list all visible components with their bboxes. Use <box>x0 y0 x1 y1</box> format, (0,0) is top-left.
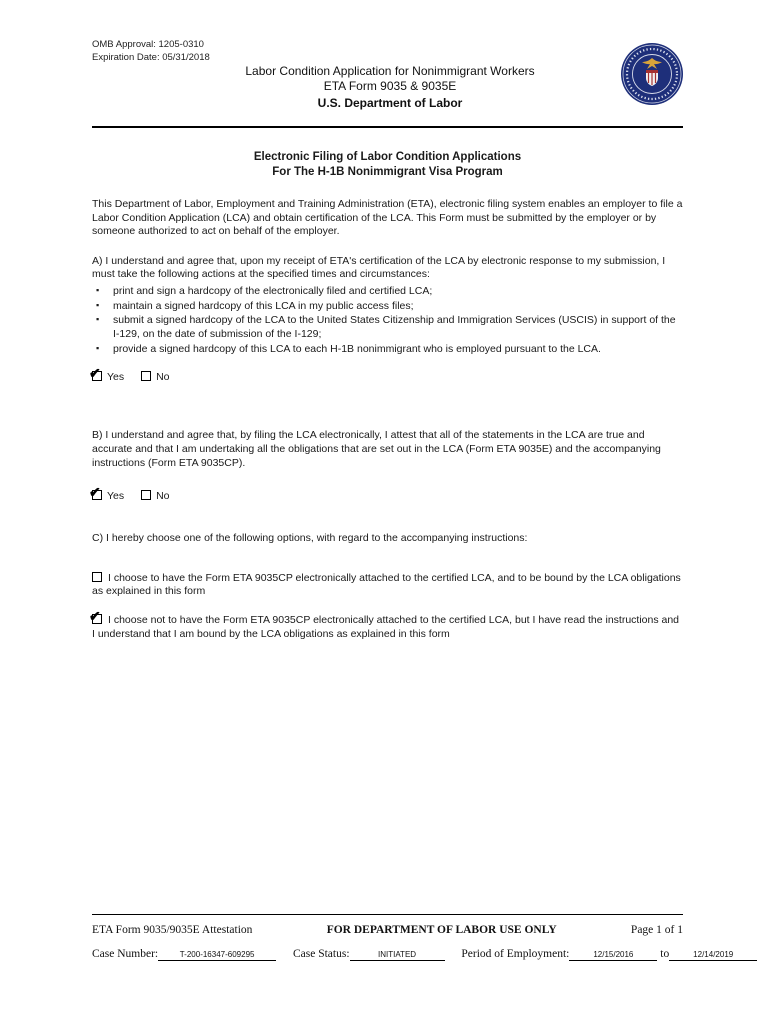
section-c-option1-label: I choose to have the Form ETA 9035CP electronically attached to the certified LCA, and to be bound by the LCA obligations as explained in this form <box>92 571 681 598</box>
section-b-yes-label: Yes <box>107 490 125 503</box>
case-number-value: T-200-16347-609295 <box>158 950 276 961</box>
section-c-option1 <box>92 572 683 599</box>
section-a-bullets <box>96 285 683 356</box>
footer-line2 <box>92 948 734 961</box>
section-c-option1-checkbox[interactable] <box>92 572 102 582</box>
section-title-line1: Electronic Filing of Labor Condition Applications <box>253 151 522 163</box>
section-a-yes-checkbox[interactable] <box>92 371 102 381</box>
period-of-employment-label: Period of Employment: <box>461 948 570 960</box>
section-b-yesno <box>92 490 683 506</box>
section-b-no-checkbox[interactable] <box>141 490 151 500</box>
case-number-label: Case Number: <box>92 948 159 960</box>
form-header <box>150 64 630 111</box>
section-a-yes-label: Yes <box>107 371 125 384</box>
section-b-no-label: No <box>156 490 170 503</box>
section-c-option2-label: I choose not to have the Form ETA 9035CP electronically attached to the certified LCA, but I have read the instructions and I understand that I am bound by the LCA obligations as explained in this form <box>92 614 680 640</box>
period-end-value: 12/14/2019 <box>669 950 757 961</box>
bullet-item: ▪ print and sign a hardcopy of the electronically filed and certified LCA; <box>96 285 683 299</box>
section-a-yesno <box>92 371 683 387</box>
period-start-value: 12/15/2016 <box>569 950 657 961</box>
to-label: to <box>660 948 670 960</box>
footer-dol-use-label: FOR DEPARTMENT OF LABOR USE ONLY <box>326 924 557 936</box>
section-c-text: C) I hereby choose one of the following options, with regard to the accompanying instructions: <box>92 532 528 545</box>
bullet-item: ▪ provide a signed hardcopy of this LCA to each H-1B nonimmigrant who is employed pursuant to the LCA. <box>96 343 683 357</box>
expiration-date: Expiration Date: 05/31/2018 <box>92 52 210 64</box>
footer-page-label: Page 1 of 1 <box>630 924 683 936</box>
form-title: Labor Condition Application for Nonimmigrant Workers <box>245 64 535 78</box>
section-title-line2: For The H-1B Nonimmigrant Visa Program <box>272 165 503 178</box>
case-status-value: INITIATED <box>350 950 445 961</box>
section-a-no-checkbox[interactable] <box>141 371 151 381</box>
section-a-text: A) I understand and agree that, upon my receipt of ETA's certification of the LCA by electronic response to my submission, I must take the following actions at the specified times and circumstances: <box>92 254 666 281</box>
section-title <box>92 150 683 180</box>
header-divider <box>92 126 683 128</box>
bullet-item: ▪ submit a signed hardcopy of the LCA to the United States Citizenship and Immigration Services (USCIS) in support of the I-129, on the date of submission of the I-129; <box>96 314 683 341</box>
form-body <box>92 150 683 656</box>
intro-paragraph: This Department of Labor, Employment and Training Administration (ETA), electronic filing system enables an employer to file a Labor Condition Application (LCA) and obtain certification of the LCA. This Form must be submitted by the employer or by someone authorized to act on behalf of the employer. <box>92 197 683 238</box>
footer-line1 <box>92 924 683 936</box>
case-status-label: Case Status: <box>292 948 350 960</box>
omb-block <box>92 38 210 65</box>
bullet-item: ▪ maintain a signed hardcopy of this LCA in my public access files; <box>96 300 683 314</box>
footer-form-label: ETA Form 9035/9035E Attestation <box>92 924 253 936</box>
footer-divider <box>92 914 683 915</box>
form-number: ETA Form 9035 & 9035E <box>323 79 457 93</box>
dol-seal-icon <box>620 42 684 106</box>
omb-approval: OMB Approval: 1205-0310 <box>92 39 204 50</box>
section-c-option2 <box>92 614 683 641</box>
agency-name: U.S. Department of Labor <box>317 96 463 110</box>
section-c-option2-checkbox[interactable] <box>92 614 102 624</box>
section-a-no-label: No <box>156 371 170 384</box>
section-b-text: B) I understand and agree that, by filing the LCA electronically, I attest that all of the statements in the LCA are true and accurate and that I am undertaking all the obligations that are set out in the LCA (Form ETA 9035E) and the accompanying instructions (Form ETA 9035CP). <box>92 429 661 469</box>
section-b-yes-checkbox[interactable] <box>92 490 102 500</box>
